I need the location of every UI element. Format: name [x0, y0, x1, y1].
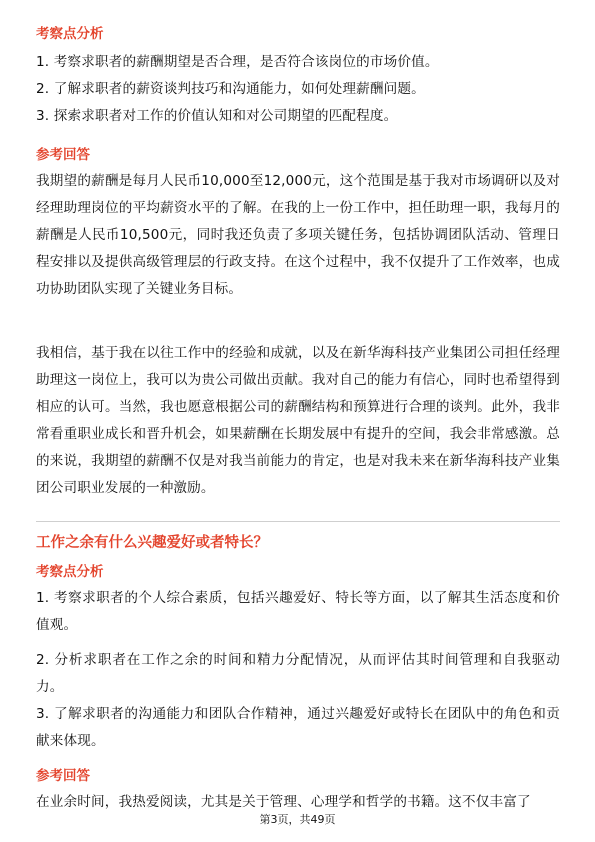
- answer-paragraph: 在业余时间，我热爱阅读，尤其是关于管理、心理学和哲学的书籍。这不仅丰富了: [36, 794, 531, 810]
- answer-heading: 参考回答: [36, 147, 90, 163]
- section-divider: [36, 521, 560, 522]
- answer-paragraph: 我相信，基于我在以往工作中的经验和成就，以及在新华海科技产业集团公司担任经理助理这一岗位上，我可以为贵公司做出贡献。我对自己的能力有信心，同时也希望得到相应的认可。当然，我也愿意根据公司的薪酬结构和预算进行合理的谈判。此外，我非常看重职业成长和晋升机会，如果薪酬在长期发展中有提升的空间，我会非常感激。总的来说，我期望的薪酬不仅是对我当前能力的肯定，也是对我未来在新华海科技产业集团公司职业发展的一种激励。: [36, 345, 560, 496]
- answer-paragraph: 我期望的薪酬是每月人民币10,000至12,000元，这个范围是基于我对市场调研以及对经理助理岗位的平均薪资水平的了解。在我的上一份工作中，担任助理一职，我每月的薪酬是人民币10,500元，同时我还负责了多项关键任务，包括协调团队活动、管理日程安排以及提供高级管理层的行政支持。在这个过程中，我不仅提升了工作效率，也成功协助团队实现了关键业务目标。: [36, 173, 560, 297]
- answer-heading: 参考回答: [36, 768, 90, 784]
- analysis-point: 3. 探索求职者对工作的价值认知和对公司期望的匹配程度。: [36, 108, 398, 124]
- analysis-point: 1. 考察求职者的薪酬期望是否合理，是否符合该岗位的市场价值。: [36, 54, 439, 70]
- analysis-heading: 考察点分析: [36, 564, 104, 580]
- page-number: 第3页，共49页: [259, 813, 336, 826]
- analysis-point: 3. 了解求职者的沟通能力和团队合作精神，通过兴趣爱好或特长在团队中的角色和贡献来体现。: [36, 706, 560, 749]
- analysis-point: 2. 了解求职者的薪资谈判技巧和沟通能力，如何处理薪酬问题。: [36, 81, 425, 97]
- analysis-point: 1. 考察求职者的个人综合素质，包括兴趣爱好、特长等方面，以了解其生活态度和价值观。: [36, 590, 560, 633]
- question-title: 工作之余有什么兴趣爱好或者特长？: [36, 535, 268, 551]
- analysis-heading: 考察点分析: [36, 26, 104, 42]
- analysis-point: 2. 分析求职者在工作之余的时间和精力分配情况，从而评估其时间管理和自我驱动力。: [36, 652, 560, 695]
